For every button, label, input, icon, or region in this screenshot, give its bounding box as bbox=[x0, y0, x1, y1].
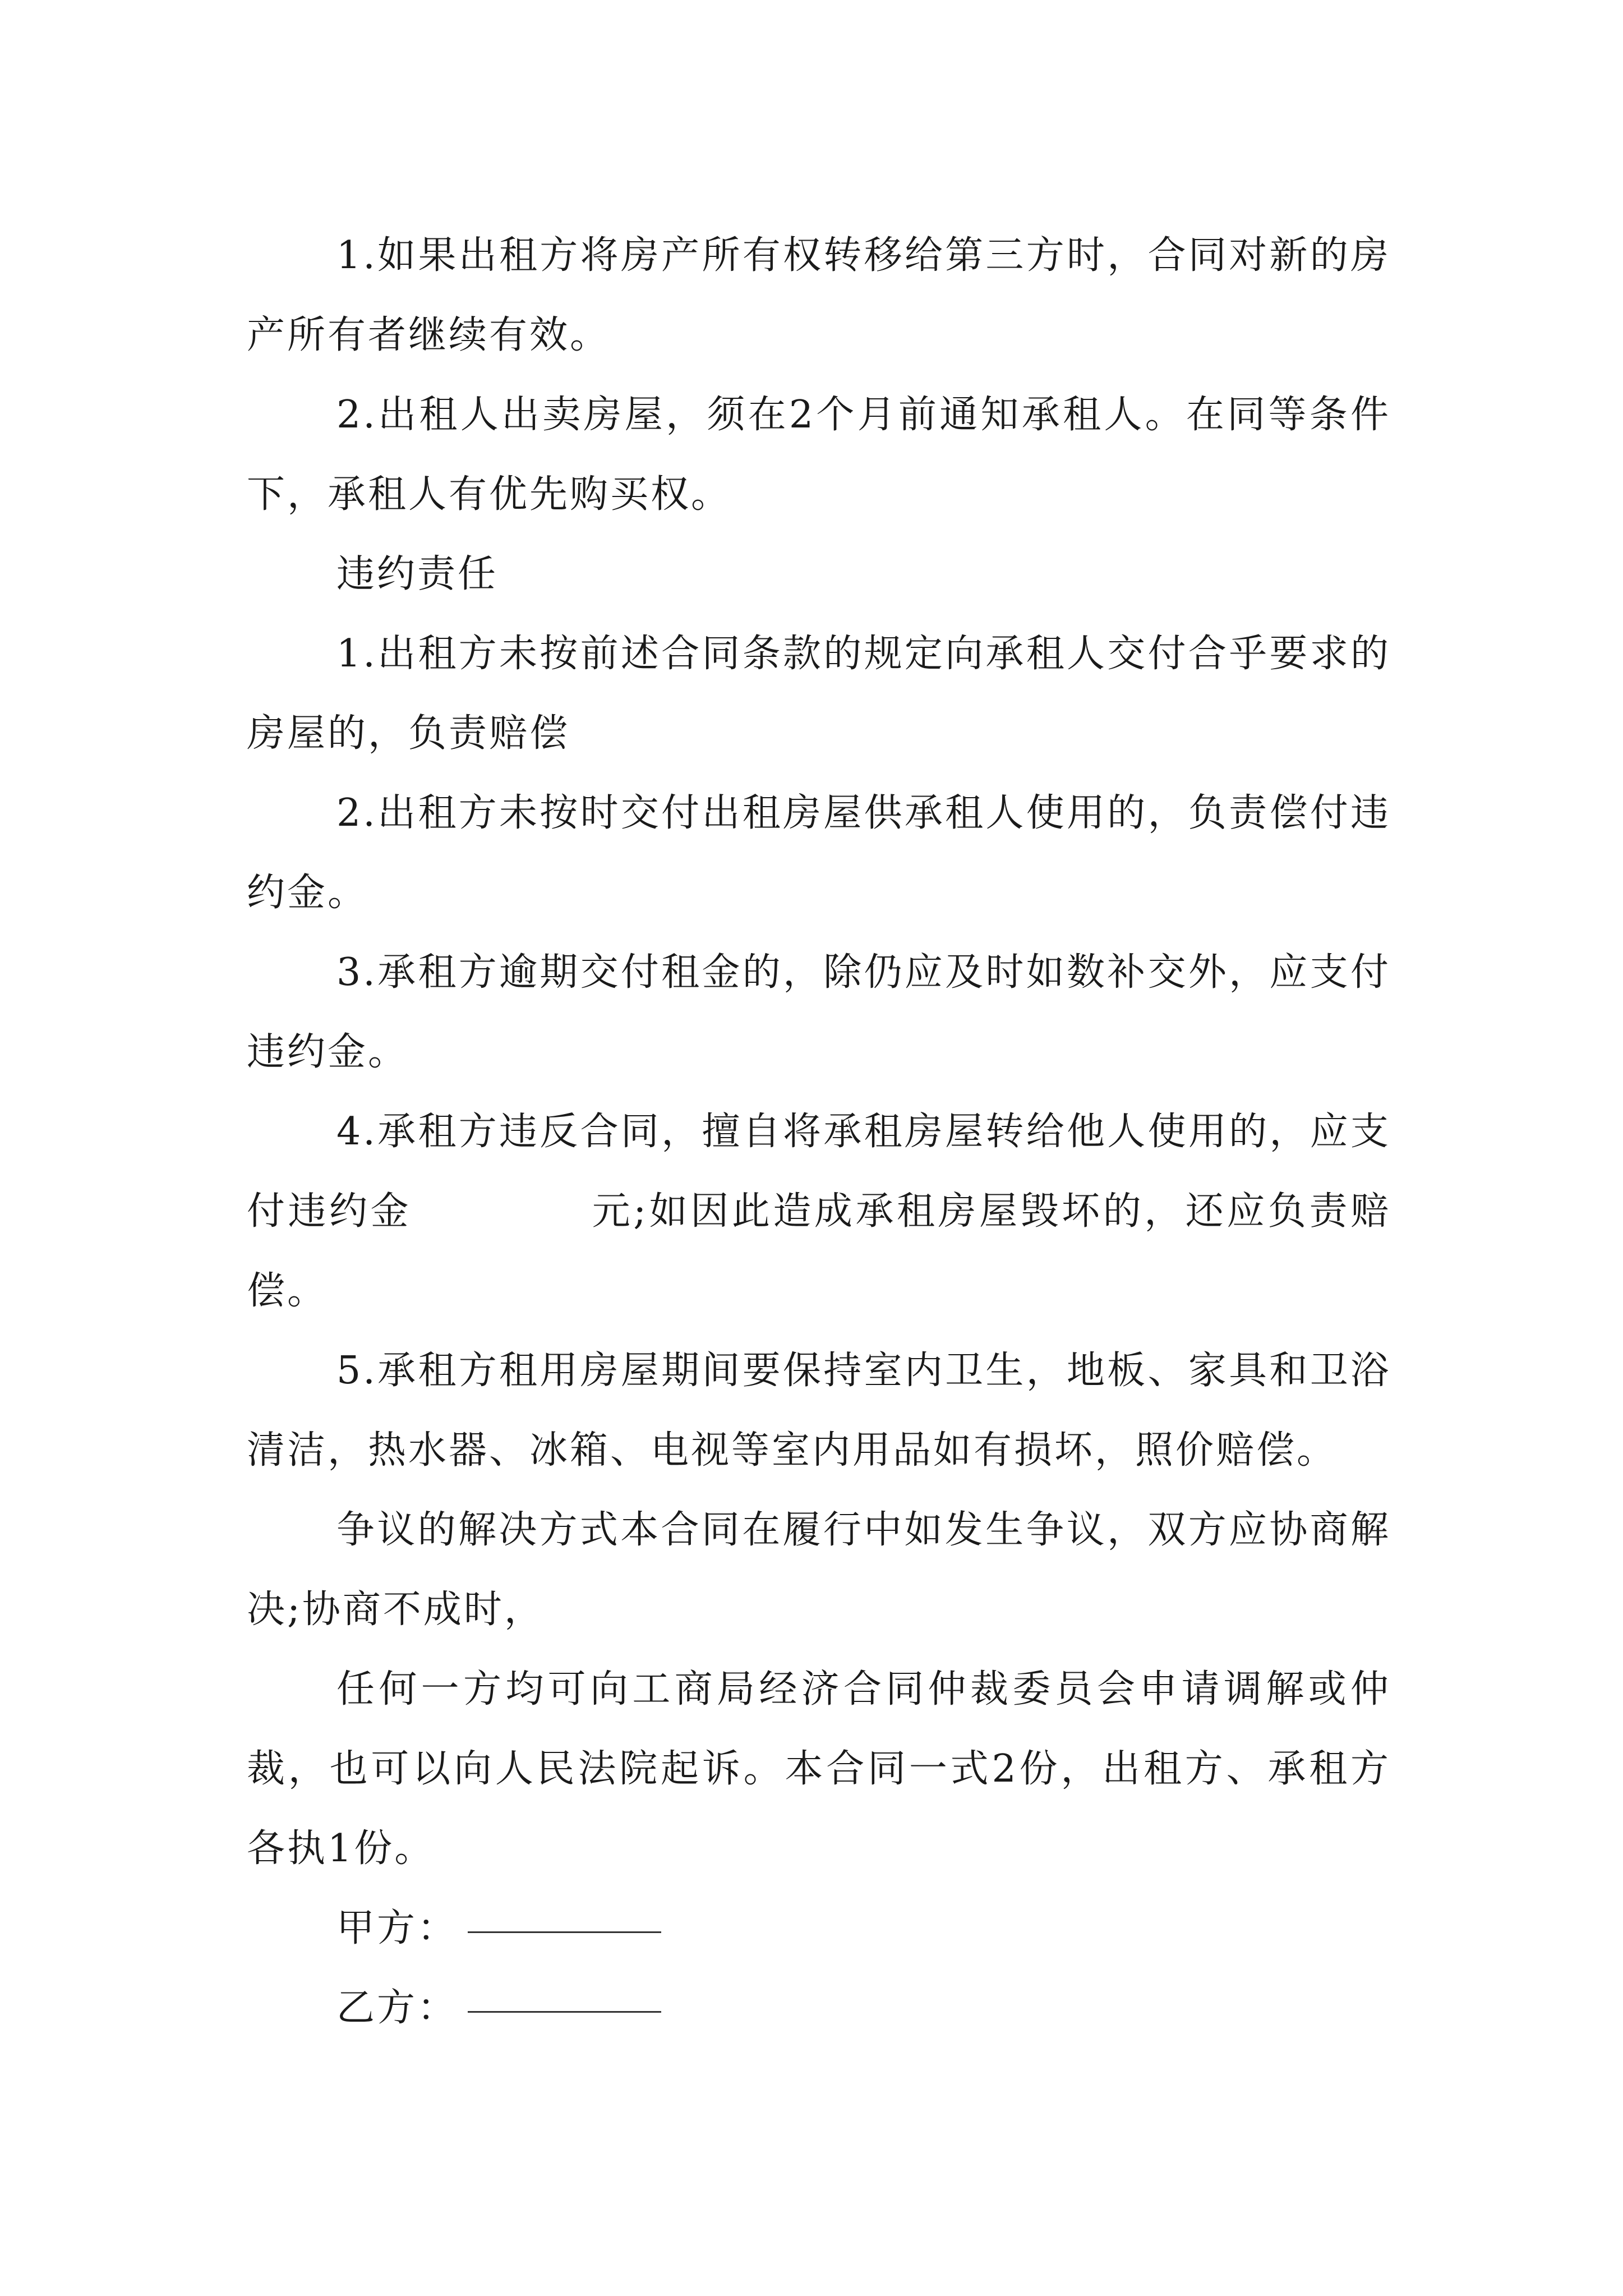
breach-clause-5: 5.承租方租用房屋期间要保持室内卫生，地板、家具和卫浴清洁，热水器、冰箱、电视等室内用品如有损坏，照价赔偿。 bbox=[247, 1349, 1391, 1473]
party-b-label: 乙方： bbox=[336, 1986, 458, 2030]
dispute-resolution: 争议的解决方式本合同在履行中如发生争议，双方应协商解决;协商不成时， bbox=[247, 1508, 1391, 1632]
breach-clause-4-part-b: 元;如因此造成承租房屋毁坏的，还应负责赔偿。 bbox=[247, 1189, 1391, 1313]
party-a-label: 甲方： bbox=[336, 1906, 458, 1950]
breach-clause-2: 2.出租方未按时交付出租房屋供承租人使用的，负责偿付违约金。 bbox=[247, 791, 1391, 915]
breach-clause-4-part-a: 4.承租方违反合同，擅自将承租房屋转给他人使用的，应支付违约金 bbox=[247, 1110, 1391, 1234]
party-a-signature-field[interactable] bbox=[468, 1931, 661, 1933]
party-b-signature-field[interactable] bbox=[468, 2010, 661, 2013]
breach-clause-4 bbox=[247, 1092, 1391, 1331]
party-b-signature bbox=[247, 1968, 1391, 2048]
section-heading-breach: 违约责任 bbox=[336, 552, 499, 596]
arbitration-clause: 任何一方均可向工商局经济合同仲裁委员会申请调解或仲裁，也可以向人民法院起诉。本合同一式2份，出租方、承租方各执1份。 bbox=[247, 1667, 1391, 1871]
clause-sale-notice: 2.出租人出卖房屋，须在2个月前通知承租人。在同等条件下，承租人有优先购买权。 bbox=[247, 393, 1391, 517]
contract-body bbox=[247, 216, 1391, 2048]
clause-transfer-ownership: 1.如果出租方将房产所有权转移给第三方时，合同对新的房产所有者继续有效。 bbox=[247, 233, 1391, 357]
breach-clause-1: 1.出租方未按前述合同条款的规定向承租人交付合乎要求的房屋的，负责赔偿 bbox=[247, 632, 1391, 756]
party-a-signature bbox=[247, 1889, 1391, 1968]
breach-clause-3: 3.承租方逾期交付租金的，除仍应及时如数补交外，应支付违约金。 bbox=[247, 950, 1391, 1074]
